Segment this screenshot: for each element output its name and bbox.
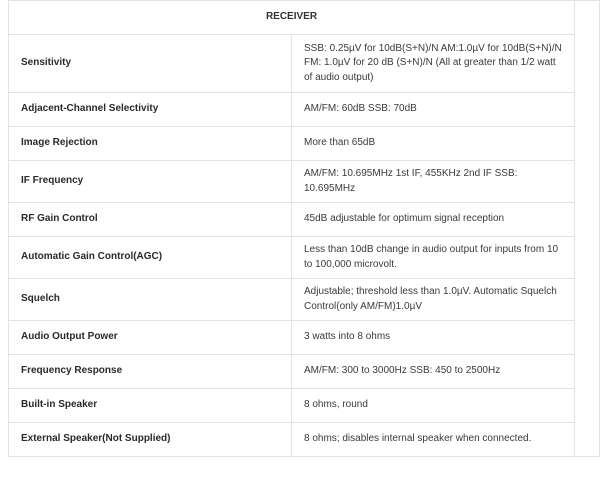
table-row	[9, 321, 600, 355]
table-row	[9, 355, 600, 389]
row-value: 8 ohms, round	[292, 389, 575, 423]
row-value: Less than 10dB change in audio output for inputs from 10 to 100,000 microvolt.	[292, 237, 575, 279]
row-label: Image Rejection	[9, 127, 292, 161]
row-label: Sensitivity	[9, 35, 292, 93]
table-row	[9, 35, 600, 93]
row-value: AM/FM: 60dB SSB: 70dB	[292, 93, 575, 127]
row-label: Audio Output Power	[9, 321, 292, 355]
row-label: Built-in Speaker	[9, 389, 292, 423]
table-row	[9, 203, 600, 237]
row-label: Automatic Gain Control(AGC)	[9, 237, 292, 279]
table-row	[9, 161, 600, 203]
row-label: Squelch	[9, 279, 292, 321]
row-label: IF Frequency	[9, 161, 292, 203]
row-value: 3 watts into 8 ohms	[292, 321, 575, 355]
table-row	[9, 237, 600, 279]
table-edge-column	[575, 1, 600, 457]
row-value: Adjustable; threshold less than 1.0µV. Automatic Squelch Control(only AM/FM)1.0µV	[292, 279, 575, 321]
table-row	[9, 389, 600, 423]
receiver-spec-table-container	[8, 0, 600, 457]
row-label: External Speaker(Not Supplied)	[9, 423, 292, 457]
row-label: Frequency Response	[9, 355, 292, 389]
row-value: AM/FM: 10.695MHz 1st IF, 455KHz 2nd IF SSB: 10.695MHz	[292, 161, 575, 203]
table-row	[9, 93, 600, 127]
table-row	[9, 279, 600, 321]
row-label: Adjacent-Channel Selectivity	[9, 93, 292, 127]
table-header: RECEIVER	[9, 1, 575, 35]
table-header-row	[9, 1, 600, 35]
row-label: RF Gain Control	[9, 203, 292, 237]
row-value: 8 ohms; disables internal speaker when connected.	[292, 423, 575, 457]
receiver-spec-table	[8, 0, 600, 457]
row-value: 45dB adjustable for optimum signal reception	[292, 203, 575, 237]
row-value: SSB: 0.25µV for 10dB(S+N)/N AM:1.0µV for 10dB(S+N)/N FM: 1.0µV for 20 dB (S+N)/N (All at greater than 1/2 watt of audio output)	[292, 35, 575, 93]
row-value: More than 65dB	[292, 127, 575, 161]
table-row	[9, 423, 600, 457]
table-row	[9, 127, 600, 161]
row-value: AM/FM: 300 to 3000Hz SSB: 450 to 2500Hz	[292, 355, 575, 389]
